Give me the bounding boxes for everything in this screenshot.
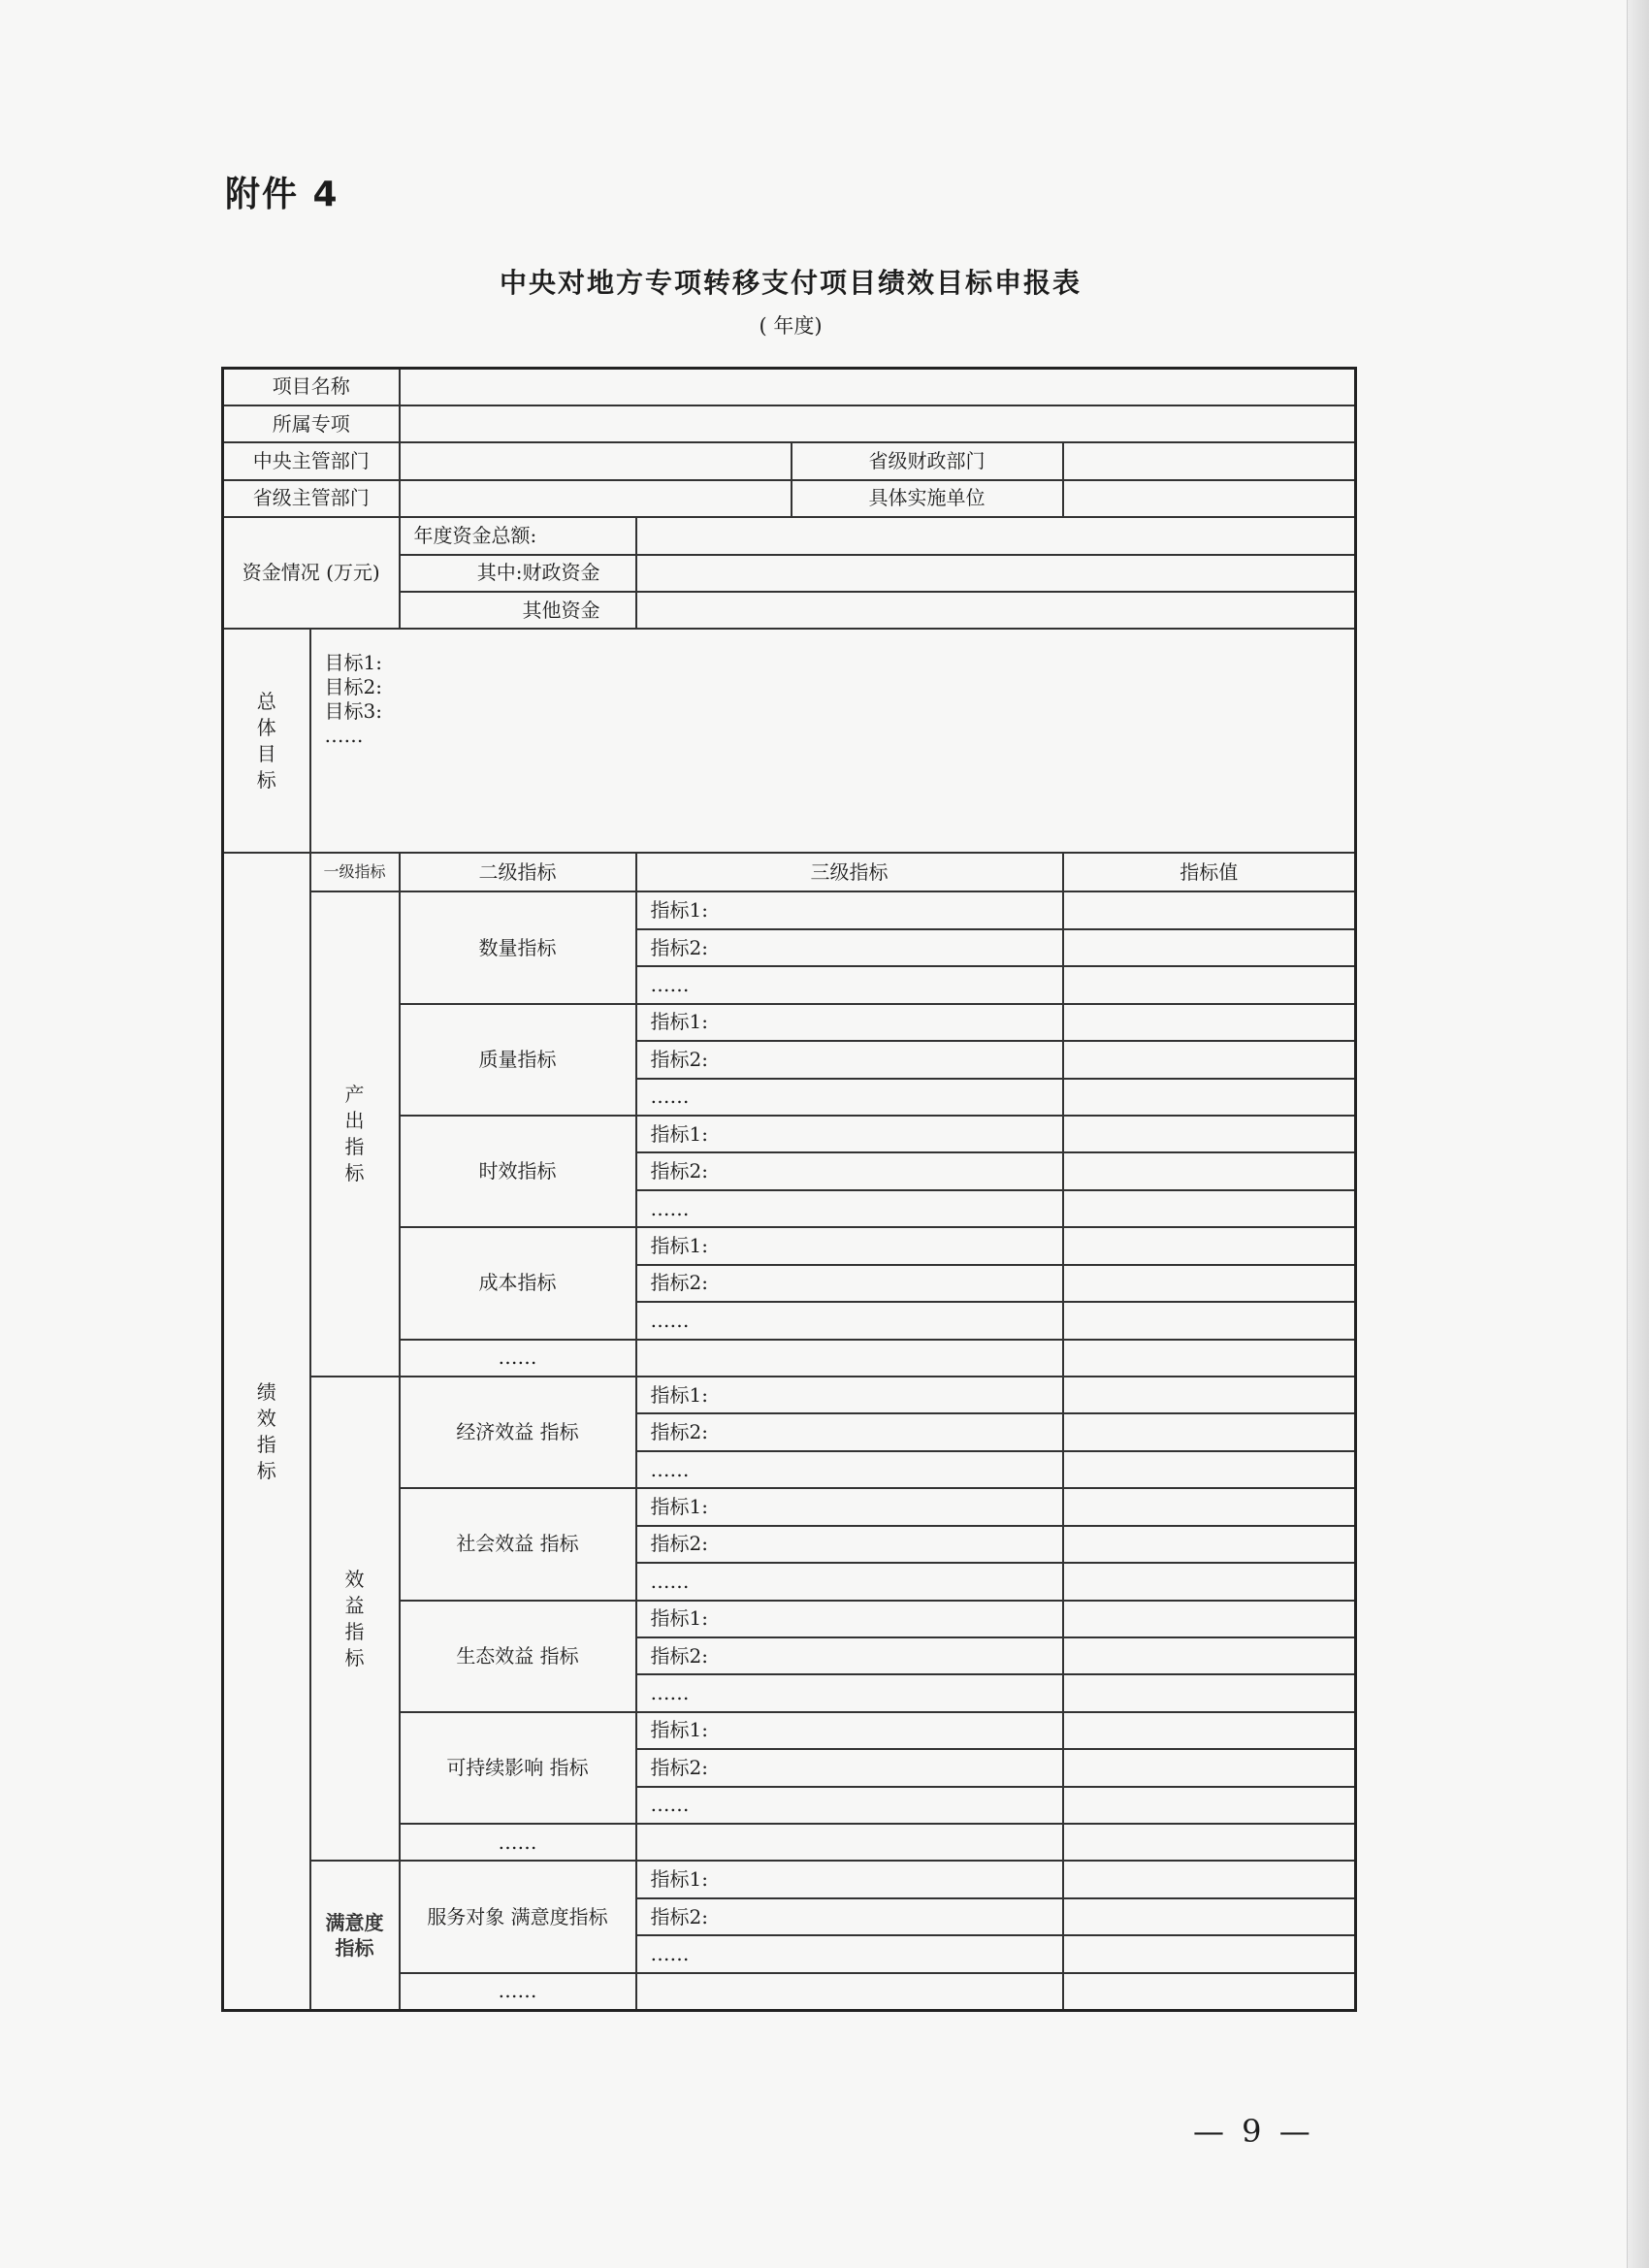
- goal-item-1: 目标1:: [324, 651, 382, 675]
- performance-goal-form: [221, 367, 1354, 2012]
- economic-value-2[interactable]: [1063, 1413, 1356, 1450]
- header-level3: 三级指标: [636, 853, 1063, 891]
- sustainable-item-2[interactable]: 指标2:: [636, 1749, 1063, 1786]
- label-output-more[interactable]: ……: [400, 1340, 636, 1377]
- label-satisfaction-indicators: [310, 1861, 400, 2010]
- row-service-1: [223, 1861, 1356, 1897]
- quantity-value-more[interactable]: [1063, 966, 1356, 1003]
- economic-item-1[interactable]: 指标1:: [636, 1377, 1063, 1413]
- satisfaction-more-value[interactable]: [1063, 1973, 1356, 2011]
- service-value-2[interactable]: [1063, 1898, 1356, 1935]
- benefit-indicators-text: 效益指标: [344, 1567, 365, 1669]
- label-cost: 成本指标: [400, 1227, 636, 1339]
- row-economic-1: [223, 1377, 1356, 1413]
- cost-value-2[interactable]: [1063, 1265, 1356, 1302]
- sustainable-item-more[interactable]: ……: [636, 1787, 1063, 1824]
- year-line: ( 年度): [759, 314, 823, 338]
- ecological-item-more[interactable]: ……: [636, 1674, 1063, 1711]
- label-benefit-indicators: [310, 1377, 400, 1861]
- label-economic: 经济效益 指标: [400, 1377, 636, 1488]
- social-value-1[interactable]: [1063, 1488, 1356, 1525]
- field-provincial-finance[interactable]: [1063, 442, 1356, 479]
- timeliness-value-more[interactable]: [1063, 1190, 1356, 1227]
- field-funds-fiscal[interactable]: [636, 555, 1356, 592]
- quality-item-1[interactable]: 指标1:: [636, 1004, 1063, 1041]
- cost-item-1[interactable]: 指标1:: [636, 1227, 1063, 1264]
- service-value-more[interactable]: [1063, 1935, 1356, 1972]
- ecological-item-2[interactable]: 指标2:: [636, 1637, 1063, 1674]
- economic-item-more[interactable]: ……: [636, 1451, 1063, 1488]
- label-funds-fiscal: 其中:财政资金: [400, 555, 636, 592]
- cost-value-1[interactable]: [1063, 1227, 1356, 1264]
- service-item-1[interactable]: 指标1:: [636, 1861, 1063, 1897]
- row-overall-goal: [223, 629, 1356, 853]
- header-level2: 二级指标: [400, 853, 636, 891]
- timeliness-value-2[interactable]: [1063, 1152, 1356, 1189]
- goal-item-more: ……: [324, 724, 364, 748]
- quantity-value-2[interactable]: [1063, 929, 1356, 966]
- overall-goal-text: 总体目标: [256, 689, 276, 792]
- row-project-name: [223, 369, 1356, 405]
- service-item-2[interactable]: 指标2:: [636, 1898, 1063, 1935]
- header-level1: 一级指标: [310, 853, 400, 891]
- timeliness-value-1[interactable]: [1063, 1116, 1356, 1152]
- quality-value-more[interactable]: [1063, 1079, 1356, 1116]
- label-special-item: 所属专项: [223, 405, 400, 442]
- label-central-dept: 中央主管部门: [223, 442, 400, 479]
- field-provincial-dept[interactable]: [400, 480, 792, 517]
- row-special-item: [223, 405, 1356, 442]
- benefit-more-item[interactable]: [636, 1824, 1063, 1861]
- field-impl-unit[interactable]: [1063, 480, 1356, 517]
- label-sustainable: 可持续影响 指标: [400, 1712, 636, 1824]
- social-value-more[interactable]: [1063, 1563, 1356, 1600]
- attachment-label: 附件 4: [225, 175, 340, 214]
- label-service-satisfaction: 服务对象 满意度指标: [400, 1861, 636, 1972]
- label-project-name: 项目名称: [223, 369, 400, 405]
- field-special-item[interactable]: [400, 405, 1356, 442]
- ecological-value-more[interactable]: [1063, 1674, 1356, 1711]
- cost-item-more[interactable]: ……: [636, 1302, 1063, 1339]
- label-impl-unit: 具体实施单位: [792, 480, 1063, 517]
- label-funds-other: 其他资金: [400, 592, 636, 629]
- field-overall-goal[interactable]: [310, 629, 1356, 853]
- cost-item-2[interactable]: 指标2:: [636, 1265, 1063, 1302]
- social-item-2[interactable]: 指标2:: [636, 1526, 1063, 1563]
- label-provincial-dept: 省级主管部门: [223, 480, 400, 517]
- output-indicators-text: 产出指标: [344, 1083, 365, 1185]
- quality-item-more[interactable]: ……: [636, 1079, 1063, 1116]
- ecological-item-1[interactable]: 指标1:: [636, 1601, 1063, 1637]
- quality-value-2[interactable]: [1063, 1041, 1356, 1078]
- label-funds-total: 年度资金总额:: [400, 517, 636, 554]
- output-more-value[interactable]: [1063, 1340, 1356, 1377]
- label-quantity: 数量指标: [400, 891, 636, 1003]
- sustainable-value-more[interactable]: [1063, 1787, 1356, 1824]
- label-overall-goal: [223, 629, 310, 853]
- label-funds: 资金情况 (万元): [223, 517, 400, 629]
- satisfaction-indicators-text: 满意度指标: [325, 1911, 384, 1960]
- ecological-value-2[interactable]: [1063, 1637, 1356, 1674]
- timeliness-item-more[interactable]: ……: [636, 1190, 1063, 1227]
- service-value-1[interactable]: [1063, 1861, 1356, 1897]
- header-value: 指标值: [1063, 853, 1356, 891]
- economic-item-2[interactable]: 指标2:: [636, 1413, 1063, 1450]
- goal-item-2: 目标2:: [324, 675, 382, 699]
- label-ecological: 生态效益 指标: [400, 1601, 636, 1712]
- label-performance-indicators: [223, 853, 310, 2010]
- document-title: 中央对地方专项转移支付项目绩效目标申报表: [499, 267, 1082, 299]
- timeliness-item-1[interactable]: 指标1:: [636, 1116, 1063, 1152]
- goal-item-3: 目标3:: [324, 699, 382, 724]
- quality-value-1[interactable]: [1063, 1004, 1356, 1041]
- quantity-item-more[interactable]: ……: [636, 966, 1063, 1003]
- sustainable-item-1[interactable]: 指标1:: [636, 1712, 1063, 1749]
- label-provincial-finance: 省级财政部门: [792, 442, 1063, 479]
- social-value-2[interactable]: [1063, 1526, 1356, 1563]
- quantity-value-1[interactable]: [1063, 891, 1356, 928]
- economic-value-1[interactable]: [1063, 1377, 1356, 1413]
- field-central-dept[interactable]: [400, 442, 792, 479]
- service-item-more[interactable]: ……: [636, 1935, 1063, 1972]
- field-project-name[interactable]: [400, 369, 1356, 405]
- sustainable-value-1[interactable]: [1063, 1712, 1356, 1749]
- form-table: [221, 367, 1357, 2012]
- economic-value-more[interactable]: [1063, 1451, 1356, 1488]
- label-quality: 质量指标: [400, 1004, 636, 1116]
- label-social: 社会效益 指标: [400, 1488, 636, 1600]
- quantity-item-1[interactable]: 指标1:: [636, 891, 1063, 928]
- performance-indicators-text: 绩效指标: [256, 1379, 276, 1482]
- row-funds-total: [223, 517, 1356, 554]
- quality-item-2[interactable]: 指标2:: [636, 1041, 1063, 1078]
- output-more-item[interactable]: [636, 1340, 1063, 1377]
- timeliness-item-2[interactable]: 指标2:: [636, 1152, 1063, 1189]
- field-funds-total[interactable]: [636, 517, 1356, 554]
- row-central-dept: [223, 442, 1356, 479]
- label-timeliness: 时效指标: [400, 1116, 636, 1227]
- row-indicator-header: [223, 853, 1356, 891]
- social-item-more[interactable]: ……: [636, 1563, 1063, 1600]
- row-provincial-dept: [223, 480, 1356, 517]
- row-quantity-1: [223, 891, 1356, 928]
- social-item-1[interactable]: 指标1:: [636, 1488, 1063, 1525]
- cost-value-more[interactable]: [1063, 1302, 1356, 1339]
- page-edge: [1627, 0, 1649, 2268]
- label-satisfaction-more[interactable]: ……: [400, 1973, 636, 2011]
- sustainable-value-2[interactable]: [1063, 1749, 1356, 1786]
- ecological-value-1[interactable]: [1063, 1601, 1356, 1637]
- field-funds-other[interactable]: [636, 592, 1356, 629]
- label-benefit-more[interactable]: ……: [400, 1824, 636, 1861]
- page-number: — 9 —: [1193, 2113, 1314, 2150]
- satisfaction-more-item[interactable]: [636, 1973, 1063, 2011]
- quantity-item-2[interactable]: 指标2:: [636, 929, 1063, 966]
- benefit-more-value[interactable]: [1063, 1824, 1356, 1861]
- label-output-indicators: [310, 891, 400, 1376]
